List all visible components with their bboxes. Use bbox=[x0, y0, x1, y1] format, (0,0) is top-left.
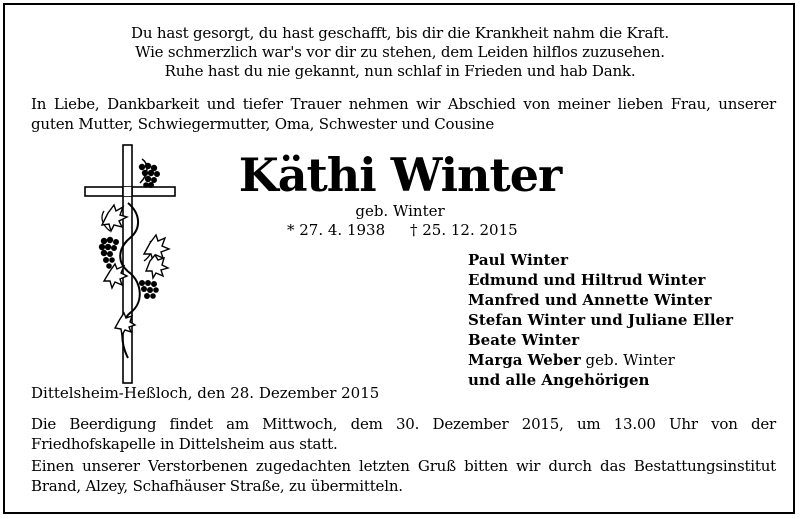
deceased-maiden-name: geb. Winter bbox=[355, 202, 445, 220]
farewell-info: Einen unserer Verstorbenen zugedachten letzten Gruß bitten wir durch das Bestattungsinstitut Brand, Alzey, Schafhäuser Straße, zu übermitteln. bbox=[31, 457, 776, 495]
place-and-date: Dittelsheim-Heßloch, den 28. Dezember 2015 bbox=[31, 384, 380, 402]
funeral-info: Die Beerdigung findet am Mittwoch, dem 30. Dezember 2015, um 13.00 Uhr von der Friedhofskapelle in Dittelsheim aus statt. bbox=[31, 415, 776, 453]
deceased-name: Käthi Winter bbox=[238, 148, 562, 202]
survivor-1: Paul Winter bbox=[468, 251, 568, 269]
survivor-7: und alle Angehörigen bbox=[468, 371, 650, 389]
survivor-6: Marga Weber geb. Winter bbox=[468, 351, 675, 369]
survivor-4: Stefan Winter und Juliane Eller bbox=[468, 311, 733, 329]
survivor-2: Edmund und Hiltrud Winter bbox=[468, 271, 706, 289]
death-date: † 25. 12. 2015 bbox=[410, 221, 518, 239]
survivor-3: Manfred und Annette Winter bbox=[468, 291, 712, 309]
poem-line-3: Ruhe hast du nie gekannt, nun schlaf in Frieden und hab Dank. bbox=[164, 62, 636, 80]
birth-date: * 27. 4. 1938 bbox=[287, 221, 386, 239]
poem-line-2: Wie schmerzlich war's vor dir zu stehen, dem Leiden hilflos zuzusehen. bbox=[135, 43, 665, 61]
poem-line-1: Du hast gesorgt, du hast geschafft, bis dir die Krankheit nahm die Kraft. bbox=[131, 24, 669, 42]
intro-text: In Liebe, Dankbarkeit und tiefer Trauer nehmen wir Abschied von meiner lieben Frau, unserer guten Mutter, Schwiegermutter, Oma, Schwester und Cousine bbox=[31, 95, 776, 133]
survivor-5: Beate Winter bbox=[468, 331, 580, 349]
